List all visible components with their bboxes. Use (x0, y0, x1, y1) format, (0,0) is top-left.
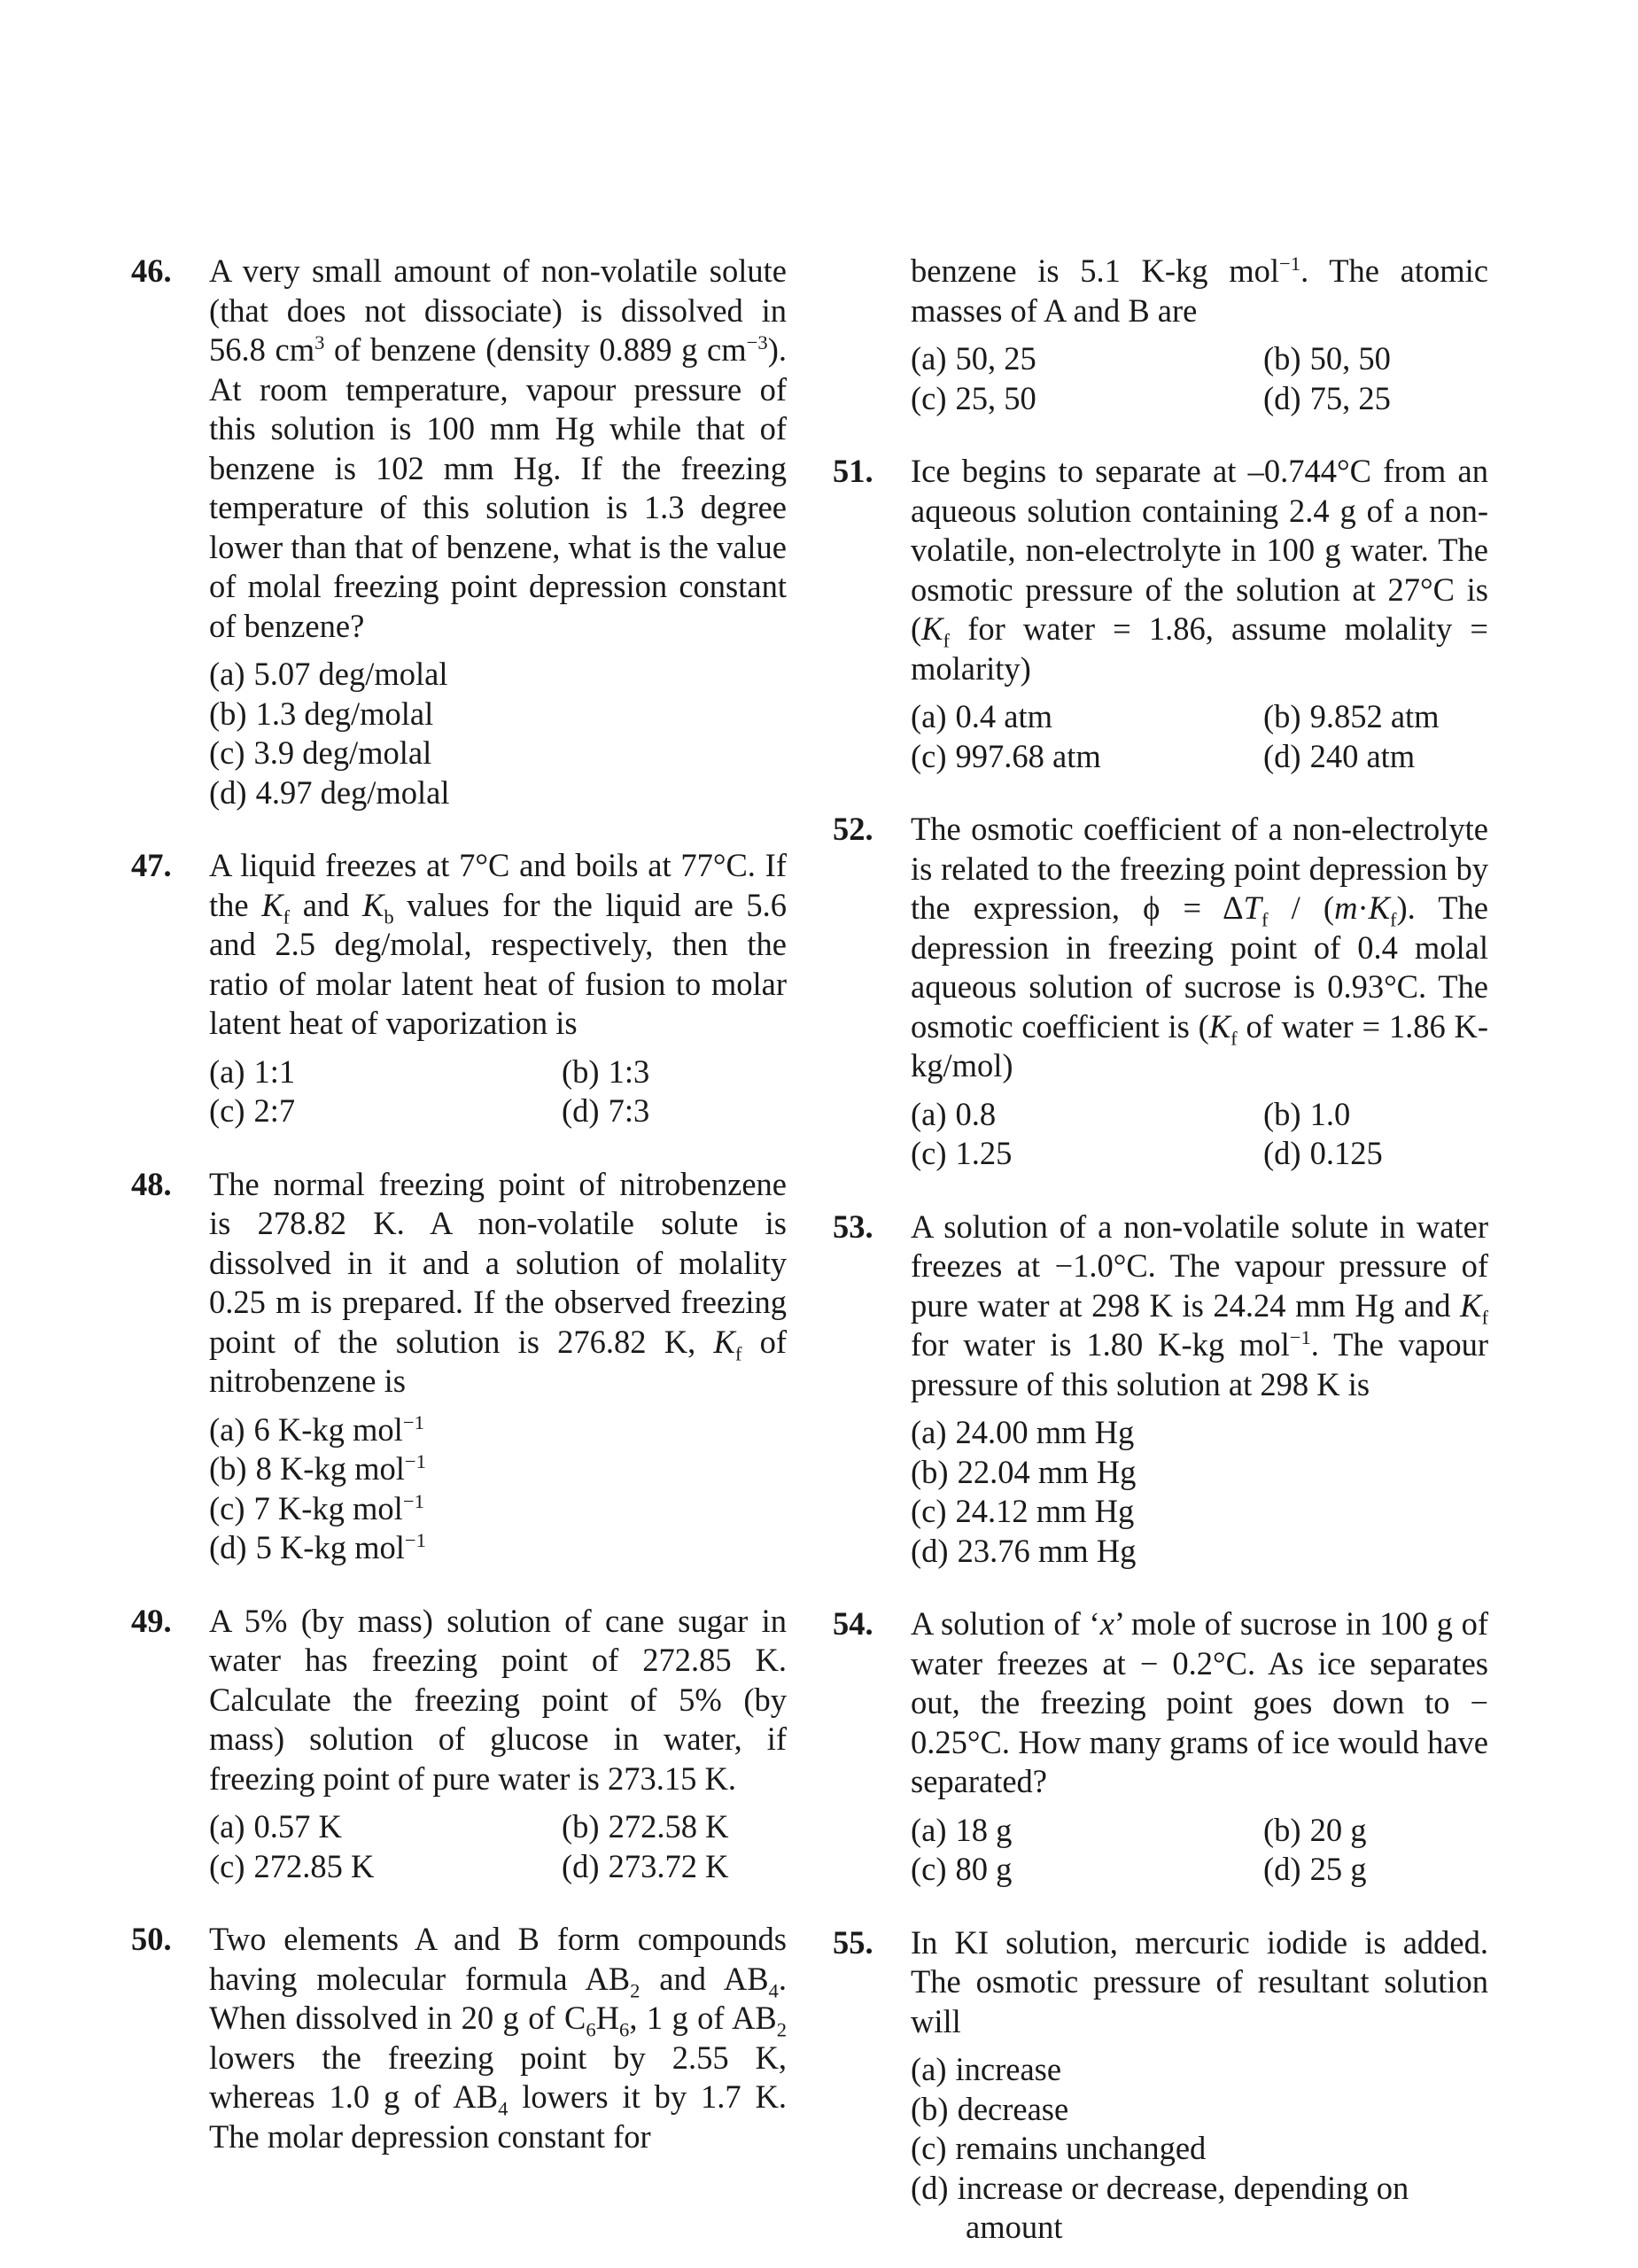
subscript: 6 (619, 2018, 630, 2041)
stem-text: ’ mole of sucrose in 100 g of water freezes at − 0.2°C. As ice separates out, the freezing point goes down to − 0.25°C. How many grams of ice would have separated? (911, 1605, 1488, 1799)
option-a (911, 1811, 1199, 1851)
stem-text: of water = 1.86 K-kg/mol) (911, 1007, 1488, 1084)
subscript: f (734, 1341, 742, 1364)
option-label: (b) (1263, 1811, 1301, 1848)
symbol: K (1208, 1007, 1231, 1045)
option-label: (a) (209, 656, 245, 692)
options-grid (911, 697, 1488, 776)
option-b (1199, 1811, 1488, 1851)
option-label: (d) (911, 2169, 949, 2206)
option-label: (d) (562, 1847, 600, 1884)
option-c (911, 1850, 1199, 1890)
stem-text: . The vapour pressure of this solution at 298 K is (911, 1326, 1488, 1402)
option-label: (a) (911, 1811, 947, 1848)
question-54 (833, 1604, 1488, 1890)
option-text: 1.25 (955, 1135, 1013, 1171)
question-50 (131, 1920, 787, 2156)
option-text: 20 g (1309, 1811, 1367, 1848)
option-text: 7 K-kg mol (253, 1489, 403, 1526)
option-text: 1:1 (253, 1052, 296, 1090)
options-list (911, 1413, 1488, 1571)
option-b (209, 1449, 787, 1489)
option-label: (c) (911, 1135, 947, 1171)
option-c (911, 379, 1199, 419)
question-number: 54. (833, 1605, 873, 1642)
option-d (498, 1091, 787, 1131)
subscript: 2 (776, 2018, 787, 2041)
superscript: −1 (1279, 252, 1301, 275)
question-number: 53. (833, 1208, 873, 1245)
option-text: 1:3 (608, 1052, 650, 1090)
question-49 (131, 1602, 787, 1887)
superscript: −1 (1289, 1325, 1311, 1348)
option-a (911, 697, 1199, 737)
question-number: 51. (833, 453, 873, 489)
option-label: (d) (1263, 1851, 1301, 1887)
option-text: 997.68 atm (955, 737, 1101, 774)
option-text: 23.76 mm Hg (957, 1532, 1137, 1569)
option-c (209, 1847, 498, 1887)
question-number: 50. (131, 1921, 172, 1957)
question-number: 55. (833, 1923, 873, 1961)
option-b (1199, 1095, 1488, 1135)
subscript: 4 (768, 1978, 779, 2001)
stem-text: · (1357, 889, 1369, 926)
option-label: (a) (209, 1410, 245, 1448)
superscript: 3 (314, 330, 325, 353)
stem-text: benzene is 5.1 K-kg mol (911, 252, 1280, 289)
superscript: −3 (746, 330, 768, 353)
question-stem (209, 1165, 787, 1402)
stem-text: Two elements A and B form compounds having molecular formula AB (209, 1921, 787, 1997)
stem-text: for water is 1.80 K-kg mol (911, 1326, 1290, 1363)
option-label: (d) (1263, 1135, 1301, 1171)
options-grid (209, 1807, 787, 1886)
option-d (1199, 737, 1488, 777)
option-text: increase (955, 2051, 1062, 2087)
stem-text: ). At room temperature, vapour pressure of this solution is 100 mm Hg while that of benzene is 102 mm Hg. If the freezing temperature of this solution is 1.3 degree lower than that of benzene, what is the value of molal freezing point depression constant of benzene? (209, 331, 788, 644)
option-text: 24.12 mm Hg (955, 1493, 1135, 1529)
superscript: −1 (404, 1528, 426, 1551)
subscript: 4 (498, 2097, 508, 2120)
option-label: (b) (1263, 698, 1301, 734)
option-text: remains unchanged (955, 2130, 1207, 2166)
option-b (498, 1052, 787, 1092)
option-label: (c) (209, 1847, 245, 1884)
stem-text: values for the liquid are 5.6 and 2.5 deg/molal, respectively, then the ratio of molar latent heat of fusion to molar latent heat of vaporization is (209, 886, 787, 1041)
option-text: 4.97 deg/molal (255, 773, 450, 811)
option-label: (c) (209, 734, 245, 771)
option-label: (c) (911, 1851, 947, 1887)
question-number: 47. (131, 847, 172, 883)
option-label: (b) (911, 2090, 949, 2127)
option-text: 240 atm (1309, 737, 1416, 774)
option-d (911, 2169, 1488, 2248)
stem-text: Ice begins to separate at –0.744°C from an aqueous solution containing 2.4 g of a non-volatile, non-electrolyte in 100 g water. The osmotic pressure of the solution at 27°C is ( (911, 453, 1488, 647)
stem-text: for water = 1.86, assume molality = molarity) (911, 610, 1488, 687)
symbol: K (1460, 1286, 1482, 1324)
option-label: (b) (1263, 340, 1301, 377)
option-label: (a) (911, 2051, 947, 2087)
option-c (911, 737, 1199, 777)
option-label: (a) (209, 1808, 245, 1845)
option-text: 50, 50 (1309, 340, 1391, 377)
stem-text: of benzene (density 0.889 g cm (324, 331, 747, 368)
option-b (1199, 697, 1488, 737)
options-grid (209, 1052, 787, 1131)
stem-text: and AB (640, 1960, 769, 1997)
question-53 (833, 1208, 1488, 1572)
option-text: 7:3 (608, 1092, 650, 1129)
stem-text: A liquid freezes at 7°C and boils at 77°C. If the (209, 847, 787, 923)
symbol: m (1334, 889, 1358, 926)
stem-text: The normal freezing point of nitrobenzene is 278.82 K. A non-volatile solute is dissolved in it and a solution of molality 0.25 m is prepared. If the observed freezing point of the solution is 276.82 K, (209, 1165, 787, 1360)
question-stem (911, 1208, 1488, 1405)
options-grid (911, 1811, 1488, 1890)
stem-text: of nitrobenzene is (209, 1323, 788, 1399)
option-a (209, 1052, 498, 1092)
option-text: increase or decrease, depending on amount (957, 2169, 1409, 2245)
symbol: T (1243, 889, 1261, 926)
option-label: (c) (209, 1092, 245, 1129)
option-d (1199, 1850, 1488, 1890)
stem-text: ). The depression in freezing point of 0.4 molal aqueous solution of sucrose is 0.93°C. The osmotic coefficient is ( (911, 889, 1489, 1045)
option-label: (d) (1263, 737, 1301, 774)
question-stem (911, 252, 1488, 330)
option-a (209, 1410, 787, 1450)
stem-text: lowers it by 1.7 K. The molar depression constant for (209, 2078, 788, 2155)
subscript: 2 (630, 1978, 640, 2001)
stem-text: , 1 g of AB (629, 2000, 777, 2036)
stem-text: A solution of a non-volatile solute in water freezes at −1.0°C. The vapour pressure of pure water at 298 K is 24.24 mm Hg and (911, 1208, 1488, 1324)
option-text: 272.85 K (253, 1847, 375, 1884)
option-b (209, 695, 787, 734)
option-text: 9.852 atm (1309, 698, 1440, 734)
option-c (209, 1091, 498, 1131)
symbol: K (1368, 889, 1390, 926)
stem-text: lowers the freezing point by 2.55 K, whereas 1.0 g of AB (209, 2039, 787, 2115)
stem-text: . When dissolved in 20 g of C (209, 1960, 787, 2036)
option-text: 3.9 deg/molal (253, 734, 432, 771)
option-label: (d) (209, 1529, 247, 1565)
option-text: 22.04 mm Hg (957, 1453, 1137, 1490)
stem-text: / ( (1268, 889, 1335, 926)
option-label: (d) (562, 1092, 600, 1129)
option-text: 273.72 K (608, 1847, 729, 1884)
option-text: 1.3 deg/molal (255, 695, 434, 732)
option-text: 5 K-kg mol (255, 1529, 405, 1565)
option-text: decrease (957, 2090, 1069, 2127)
option-c (911, 1492, 1488, 1532)
subscript: 6 (586, 2018, 596, 2041)
option-text: 80 g (955, 1851, 1013, 1887)
question-number: 46. (131, 252, 172, 289)
option-text: 0.8 (955, 1095, 997, 1132)
subscript: f (1481, 1305, 1488, 1328)
option-c (911, 1134, 1199, 1174)
question-51 (833, 452, 1488, 776)
left-column (131, 252, 787, 2156)
option-label: (b) (911, 1453, 949, 1490)
option-d (1199, 379, 1488, 419)
option-label: (c) (911, 1493, 947, 1529)
option-label: (d) (209, 773, 247, 811)
question-46 (131, 252, 787, 812)
options-list (209, 655, 787, 812)
question-50-continued (833, 252, 1488, 418)
option-label: (a) (911, 340, 947, 377)
option-b (911, 2090, 1488, 2130)
subscript: b (384, 905, 394, 928)
symbol: K (261, 886, 283, 923)
question-55 (833, 1923, 1488, 2248)
option-a (209, 1807, 498, 1847)
option-label: (a) (911, 1414, 947, 1450)
question-stem (209, 846, 787, 1044)
option-text: 0.125 (1309, 1135, 1383, 1171)
option-c (911, 2129, 1488, 2169)
option-label: (b) (562, 1808, 600, 1845)
symbol: x (1099, 1605, 1114, 1642)
stem-text: and (290, 886, 362, 923)
option-label: (c) (911, 2130, 947, 2166)
right-column (833, 252, 1488, 2248)
option-d (1199, 1134, 1488, 1174)
question-stem (911, 1604, 1488, 1802)
option-a (911, 2050, 1488, 2090)
stem-text: A solution of ‘ (911, 1605, 1100, 1642)
question-number: 49. (131, 1602, 172, 1639)
option-c (209, 734, 787, 773)
superscript: −1 (402, 1489, 424, 1512)
option-text: 5.07 deg/molal (253, 656, 448, 692)
option-text: 8 K-kg mol (255, 1450, 405, 1487)
option-b (1199, 339, 1488, 379)
question-stem (911, 452, 1488, 688)
options-grid (911, 339, 1488, 418)
subscript: f (1261, 908, 1269, 931)
option-d (209, 773, 787, 813)
stem-text: H (595, 2000, 620, 2036)
option-label: (c) (911, 737, 947, 774)
stem-text: A very small amount of non-volatile solute (that does not dissociate) is dissolved in 56.8 cm (209, 252, 787, 368)
option-b (498, 1807, 787, 1847)
question-number: 52. (833, 811, 873, 847)
option-b (911, 1453, 1488, 1493)
option-text: 6 K-kg mol (253, 1410, 403, 1448)
option-a (911, 339, 1199, 379)
option-label: (b) (562, 1052, 600, 1090)
option-a (911, 1413, 1488, 1453)
superscript: −1 (404, 1449, 426, 1472)
question-stem (209, 252, 787, 646)
option-label: (a) (209, 1052, 245, 1090)
option-label: (a) (911, 1095, 947, 1132)
option-text: 25, 50 (955, 379, 1036, 416)
option-text: 2:7 (253, 1092, 296, 1129)
symbol: K (921, 610, 943, 647)
options-list (209, 1410, 787, 1568)
symbol: K (713, 1323, 735, 1360)
option-text: 50, 25 (955, 340, 1036, 377)
question-stem (209, 1920, 787, 2156)
question-stem: A 5% (by mass) solution of cane sugar in water has freezing point of 272.85 K. Calculate the freezing point of 5% (by mass) solution of glucose in water, if freezing point of pure water is 273.15 K. (209, 1602, 787, 1797)
option-label: (a) (911, 698, 947, 734)
subscript: f (283, 905, 291, 928)
option-d (498, 1847, 787, 1887)
question-48 (131, 1165, 787, 1568)
subscript: f (943, 629, 951, 652)
option-text: 75, 25 (1309, 379, 1391, 416)
superscript: −1 (402, 1410, 424, 1433)
subscript: f (1389, 908, 1397, 931)
question-52 (833, 810, 1488, 1174)
option-text: 24.00 mm Hg (955, 1414, 1135, 1450)
question-47 (131, 846, 787, 1131)
option-text: 1.0 (1309, 1095, 1351, 1132)
option-label: (d) (1263, 379, 1301, 416)
option-a (911, 1095, 1199, 1135)
option-label: (c) (209, 1489, 245, 1526)
question-stem (911, 810, 1488, 1086)
option-text: 0.57 K (253, 1808, 342, 1845)
option-c (209, 1489, 787, 1529)
options-grid (911, 1095, 1488, 1174)
option-label: (b) (209, 1450, 247, 1487)
option-d (209, 1528, 787, 1568)
option-label: (d) (911, 1532, 949, 1569)
option-text: 272.58 K (608, 1808, 729, 1845)
question-stem: In KI solution, mercuric iodide is added. The osmotic pressure of resultant solution will (911, 1923, 1488, 2039)
option-label: (b) (1263, 1095, 1301, 1132)
symbol: K (362, 886, 384, 923)
option-a (209, 655, 787, 695)
option-text: 25 g (1309, 1851, 1367, 1887)
stem-text: The osmotic coefficient of a non-electrolyte is related to the freezing point depression by the expression, ϕ = Δ (911, 811, 1488, 926)
option-text: 0.4 atm (955, 698, 1052, 734)
option-text: 18 g (955, 1811, 1013, 1848)
option-label: (c) (911, 379, 947, 416)
option-label: (b) (209, 695, 247, 732)
question-number: 48. (131, 1165, 172, 1202)
subscript: f (1230, 1026, 1238, 1049)
options-list (911, 2050, 1488, 2248)
option-d (911, 1532, 1488, 1572)
stem-text: . The atomic masses of A and B are (911, 252, 1488, 329)
